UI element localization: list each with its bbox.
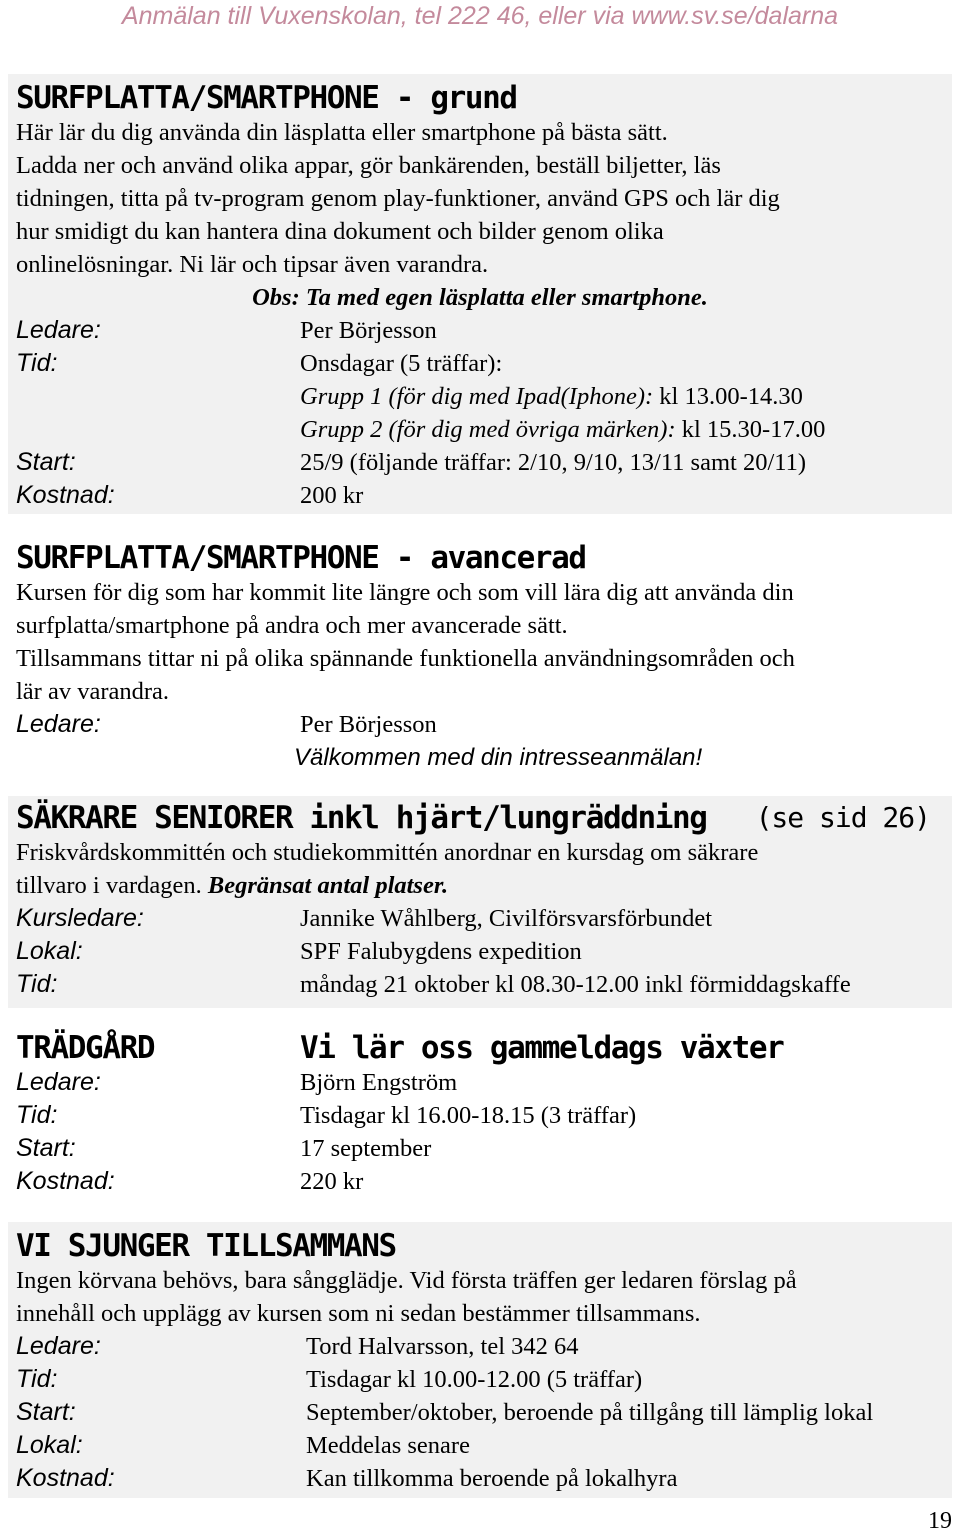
value: 25/9 (följande träffar: 2/10, 9/10, 13/11 samt 20/11) [300,449,807,476]
group-label: Grupp 2 (för dig med övriga märken): [300,416,676,443]
info-row-ledare [8,314,952,347]
description-line: Friskvårdskommittén och studiekommittén anordnar en kursdag om säkrare [16,839,759,866]
info-row-grupp1 [8,380,952,413]
description-line: hur smidigt du kan hantera dina dokument och bilder genom olika [16,218,664,245]
section-title: TRÄDGÅRD [16,1030,155,1066]
value: Björn Engström [300,1069,458,1096]
page-reference: (se sid 26) [755,801,930,834]
label: Tid: [16,1101,58,1129]
info-row-start [8,446,952,479]
label: Ledare: [16,1332,101,1360]
limited-seats-note: Begränsat antal platser. [207,872,449,899]
section-subtitle: Vi lär oss gammeldags växter [300,1030,784,1066]
section-title: SÄKRARE SENIORER inkl hjärt/lungräddning [16,800,707,836]
info-row-ledare [8,708,952,741]
info-row-lokal [8,1429,952,1462]
description-line: Kursen för dig som har kommit lite längre och som vill lära dig att använda din [16,579,794,606]
info-row-tid [8,968,952,1001]
label: Start: [16,1134,76,1162]
value: Tisdagar kl 16.00-18.15 (3 träffar) [300,1102,637,1129]
info-row-start [8,1396,952,1429]
info-row-tid [8,1363,952,1396]
description-line: innehåll och upplägg av kursen som ni sedan bestämmer tillsammans. [16,1300,701,1327]
value: Tord Halvarsson, tel 342 64 [306,1333,579,1360]
description-line: Här lär du dig använda din läsplatta eller smartphone på bästa sätt. [16,119,668,146]
group-time: kl 13.00-14.30 [653,383,803,410]
label: Lokal: [16,937,83,965]
value: Tisdagar kl 10.00-12.00 (5 träffar) [306,1366,643,1393]
info-row-ledare [8,1066,952,1099]
description-line: Ingen körvana behövs, bara sångglädje. Vid första träffen ger ledaren förslag på [16,1267,797,1294]
section-title: SURFPLATTA/SMARTPHONE - grund [16,80,517,116]
label: Ledare: [16,1068,101,1096]
label: Start: [16,448,76,476]
value: Onsdagar (5 träffar): [300,350,503,377]
course-tradgard [8,1030,952,1198]
description-line: surfplatta/smartphone på andra och mer avancerade sätt. [16,612,568,639]
value: 17 september [300,1135,432,1162]
value: Jannike Wåhlberg, Civilförsvarsförbundet [300,905,713,932]
label: Start: [16,1398,76,1426]
section-title: SURFPLATTA/SMARTPHONE - avancerad [16,540,586,576]
registration-header: Anmälan till Vuxenskolan, tel 222 46, eller via www.sv.se/dalarna [121,2,839,30]
title-row [8,1030,952,1066]
course-vi-sjunger [8,1222,952,1498]
obs-note: Obs: Ta med egen läsplatta eller smartphone. [252,284,708,311]
section-title: VI SJUNGER TILLSAMMANS [16,1228,396,1264]
label: Kostnad: [16,1167,115,1195]
group-label: Grupp 1 (för dig med Ipad(Iphone): [300,383,654,410]
value: Kan tillkomma beroende på lokalhyra [306,1465,678,1492]
info-row-kostnad [8,1165,952,1198]
label: Ledare: [16,316,101,344]
info-row-kostnad [8,479,952,512]
info-row-ledare [8,1330,952,1363]
group-time: kl 15.30-17.00 [675,416,826,443]
info-row-kursledare [8,902,952,935]
description-line: Ladda ner och använd olika appar, gör bankärenden, beställ biljetter, läs [16,152,721,179]
label: Lokal: [16,1431,83,1459]
label: Kostnad: [16,1464,115,1492]
label: Kostnad: [16,481,115,509]
value: måndag 21 oktober kl 08.30-12.00 inkl förmiddagskaffe [300,971,851,998]
info-row-lokal [8,935,952,968]
page-number: 19 [928,1508,952,1534]
value: September/oktober, beroende på tillgång till lämplig lokal [306,1399,874,1426]
label: Tid: [16,349,58,377]
description-line: lär av varandra. [16,678,170,705]
label: Tid: [16,1365,58,1393]
welcome-note: Välkommen med din intresseanmälan! [294,744,703,771]
value: Per Börjesson [300,317,437,344]
value: SPF Falubygdens expedition [300,938,582,965]
course-surfplatta-avancerad [8,540,952,774]
info-row-kostnad [8,1462,952,1495]
description-line: tidningen, titta på tv-program genom play-funktioner, använd GPS och lär dig [16,185,780,212]
info-row-start [8,1132,952,1165]
description-line: Tillsammans tittar ni på olika spännande funktionella användningsområden och [16,645,795,672]
description-line: onlinelösningar. Ni lär och tipsar även varandra. [16,251,489,278]
info-row-tid [8,347,952,380]
info-row-tid [8,1099,952,1132]
value: 200 kr [300,482,364,509]
course-sakrare-seniorer [8,796,952,1008]
value: Meddelas senare [306,1432,470,1459]
label: Tid: [16,970,58,998]
value: Per Börjesson [300,711,437,738]
label: Ledare: [16,710,101,738]
info-row-grupp2 [8,413,952,446]
description-line: tillvaro i vardagen. Begränsat antal platser. [16,872,449,899]
value: 220 kr [300,1168,364,1195]
label: Kursledare: [16,904,144,932]
course-surfplatta-grund [8,74,952,514]
